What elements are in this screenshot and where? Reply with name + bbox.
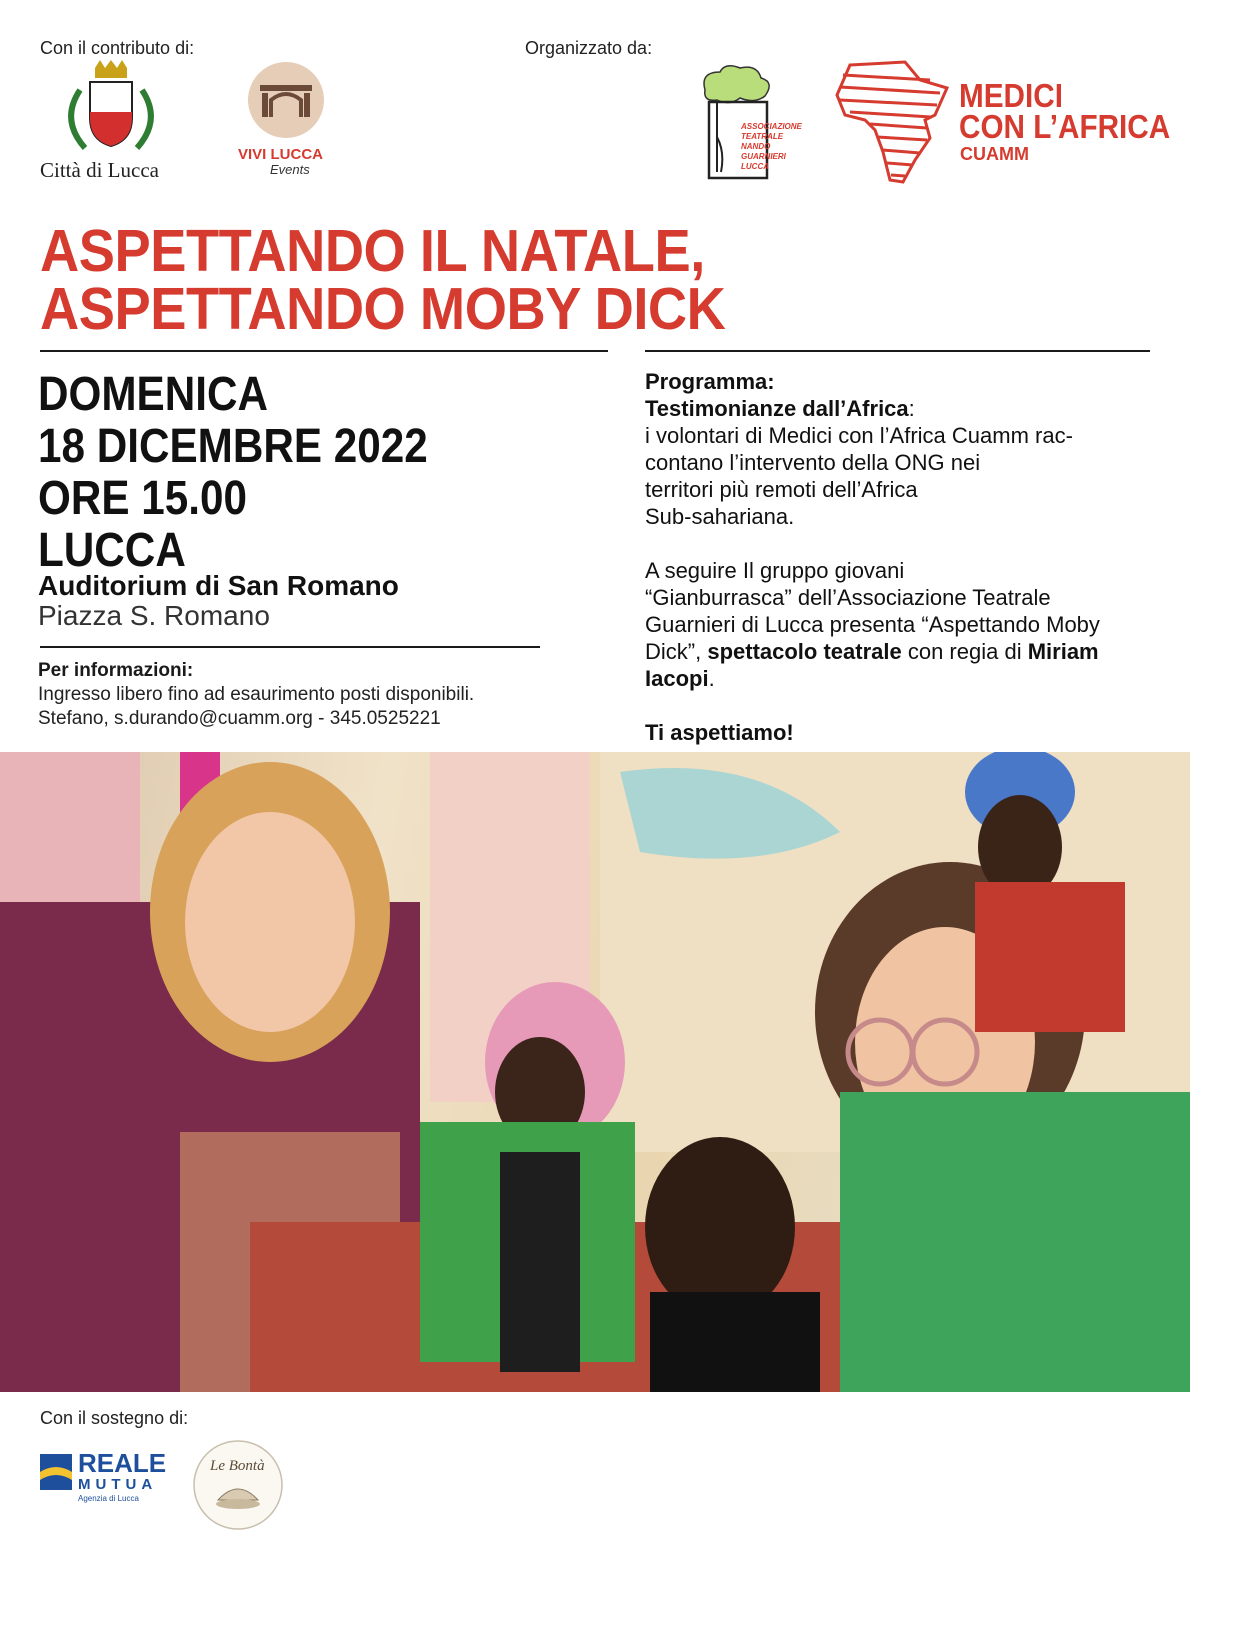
program-director-first: Miriam [1027,639,1099,664]
vivi-lucca-arch-icon [235,60,345,145]
program-p1-line: Sub-sahariana. [645,504,795,529]
reale-line2: MUTUA [78,1476,158,1493]
reale-line3: Agenzia di Lucca [78,1494,139,1503]
citta-di-lucca-logo [40,60,190,185]
lucca-logo-text: Città di Lucca [40,158,159,182]
associazione-text [741,122,802,172]
event-title [40,218,868,342]
program-director-last: Iacopi [645,666,709,691]
associazione-teatrale-logo [695,62,815,182]
organized-label: Organizzato da: [525,38,653,58]
assoc-line: ASSOCIAZIONE [741,122,802,131]
le-bonta-logo [188,1438,288,1533]
divider-right [645,350,1150,352]
divider-info [40,646,540,648]
medici-line1: MEDICI [959,77,1063,114]
event-address: Piazza S. Romano [38,600,270,631]
reale-mutua-logo [40,1450,180,1510]
program-p1-line: i volontari di Medici con l’Africa Cuamm rac- [645,423,1073,448]
event-date: 18 DICEMBRE 2022 [38,420,428,473]
assoc-line: NANDO [741,142,771,151]
program-p2-text: con regia di [901,639,1028,664]
vivi-lucca-logo [235,60,345,180]
reale-line1: REALE [78,1448,167,1478]
info-contact: Stefano, s.durando@cuamm.org - 345.0525221 [38,708,441,729]
photo-illustration [0,752,1190,1392]
volunteers-photo [0,752,1190,1392]
title-line1: ASPETTANDO IL NATALE, [40,218,705,284]
program-p1-line: territori più remoti dell’Africa [645,477,918,502]
program-p2-line: Guarnieri di Lucca presenta “Aspettando Moby [645,612,1100,637]
medici-line2: CON L’AFRICA [959,108,1171,145]
assoc-line: TEATRALE [741,132,784,141]
vivi-lucca-sub: Events [270,162,310,177]
medici-cuamm: CUAMM [960,144,1029,164]
program-section [645,368,1165,746]
info-line1: Ingresso libero fino ad esaurimento posti disponibili. [38,684,475,705]
assoc-line: LUCCA [741,162,769,171]
medici-con-africa-logo [835,60,1171,190]
program-p2-text: Dick”, [645,639,708,664]
program-subheading: Testimonianze dall’Africa [645,396,909,421]
medici-logo-text [959,77,1171,145]
info-heading: Per informazioni: [38,660,194,681]
program-p2-line: A seguire Il gruppo giovani [645,558,905,583]
program-p1-line: contano l’intervento della ONG nei [645,450,981,475]
program-period: . [708,666,715,691]
program-colon: : [908,396,915,421]
contribution-label: Con il contributo di: [40,38,195,58]
le-bonta-text: Le Bontà [210,1458,265,1474]
divider-left [40,350,608,352]
event-time: ORE 15.00 [38,472,247,525]
event-day: DOMENICA [38,368,268,421]
assoc-line: GUARNIERI [741,152,786,161]
program-p2-line: “Gianburrasca” dell’Associazione Teatrale [645,585,1051,610]
africa-map-icon [835,60,955,185]
le-bonta-badge-icon [188,1438,288,1533]
title-line2: ASPETTANDO MOBY DICK [40,276,726,342]
support-label: Con il sostegno di: [40,1408,189,1428]
vivi-lucca-title: VIVI LUCCA [238,146,324,163]
program-show-type: spettacolo teatrale [707,639,902,664]
lucca-crest-icon [40,60,190,155]
program-heading: Programma: [645,369,775,394]
reale-mutua-icon [40,1454,72,1490]
program-closing: Ti aspettiamo! [645,720,794,745]
event-city: LUCCA [38,524,186,577]
event-venue: Auditorium di San Romano [38,570,399,601]
